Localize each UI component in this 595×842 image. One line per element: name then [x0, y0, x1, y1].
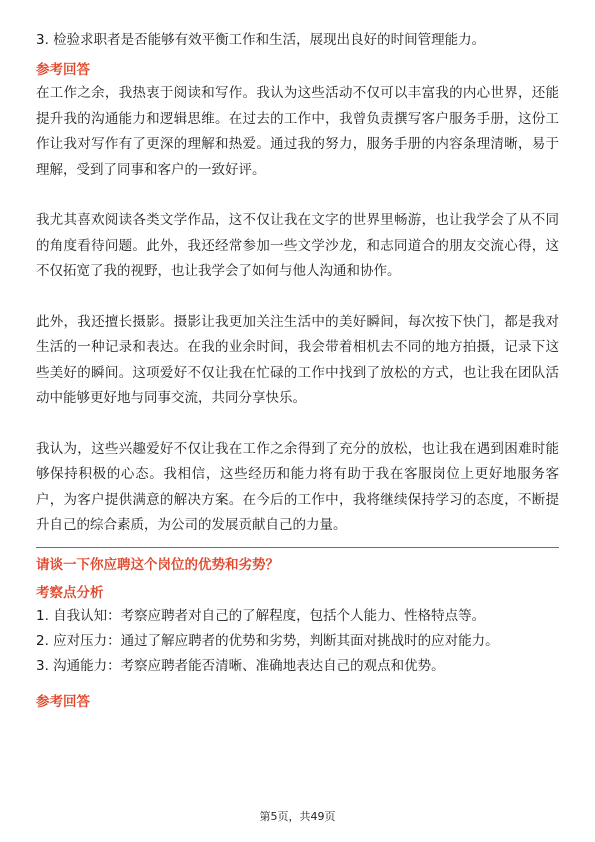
page-footer: 第5页，共49页: [259, 810, 336, 823]
list-item: 1. 自我认知：考察应聘者对自己的了解程度，包括个人能力、性格特点等。: [36, 607, 486, 624]
paragraph: 我认为，这些兴趣爱好不仅让我在工作之余得到了充分的放松，也让我在遇到困难时能够保持积极的心态。我相信，这些经历和能力将有助于我在客服岗位上更好地服务客户，为客户提供满意的解决方案。在今后的工作中，我将继续保持学习的态度，不断提升自己的综合素质，为公司的发展贡献自己的力量。: [36, 440, 559, 533]
paragraph: 在工作之余，我热衷于阅读和写作。我认为这些活动不仅可以丰富我的内心世界，还能提升我的沟通能力和逻辑思维。在过去的工作中，我曾负责撰写客户服务手册，这份工作让我对写作有了更深的理解和热爱。通过我的努力，服务手册的内容条理清晰，易于理解，受到了同事和客户的一致好评。: [36, 85, 559, 178]
section-divider: [36, 547, 559, 548]
list-item: 3. 检验求职者是否能够有效平衡工作和生活，展现出良好的时间管理能力。: [36, 32, 486, 48]
document-body: [36, 28, 559, 713]
question-heading: 请谈一下你应聘这个岗位的优势和劣势？: [36, 556, 279, 573]
paragraph: 此外，我还擅长摄影。摄影让我更加关注生活中的美好瞬间，每次按下快门，都是我对生活的一种记录和表达。在我的业余时间，我会带着相机去不同的地方拍摄，记录下这些美好的瞬间。这项爱好不仅让我在忙碌的工作中找到了放松的方式，也让我在团队活动中能够更好地与同事交流，共同分享快乐。: [36, 313, 559, 406]
section-heading: 参考回答: [36, 693, 90, 710]
list-item: 3. 沟通能力：考察应聘者能否清晰、准确地表达自己的观点和优势。: [36, 657, 445, 674]
list-item: 2. 应对压力：通过了解应聘者的优势和劣势，判断其面对挑战时的应对能力。: [36, 632, 499, 649]
paragraph: 我尤其喜欢阅读各类文学作品，这不仅让我在文字的世界里畅游，也让我学会了从不同的角度看待问题。此外，我还经常参加一些文学沙龙，和志同道合的朋友交流心得，这不仅拓宽了我的视野，也让我学会了如何与他人沟通和协作。: [36, 212, 559, 279]
section-heading: 参考回答: [36, 62, 90, 78]
section-heading: 考察点分析: [36, 584, 104, 601]
